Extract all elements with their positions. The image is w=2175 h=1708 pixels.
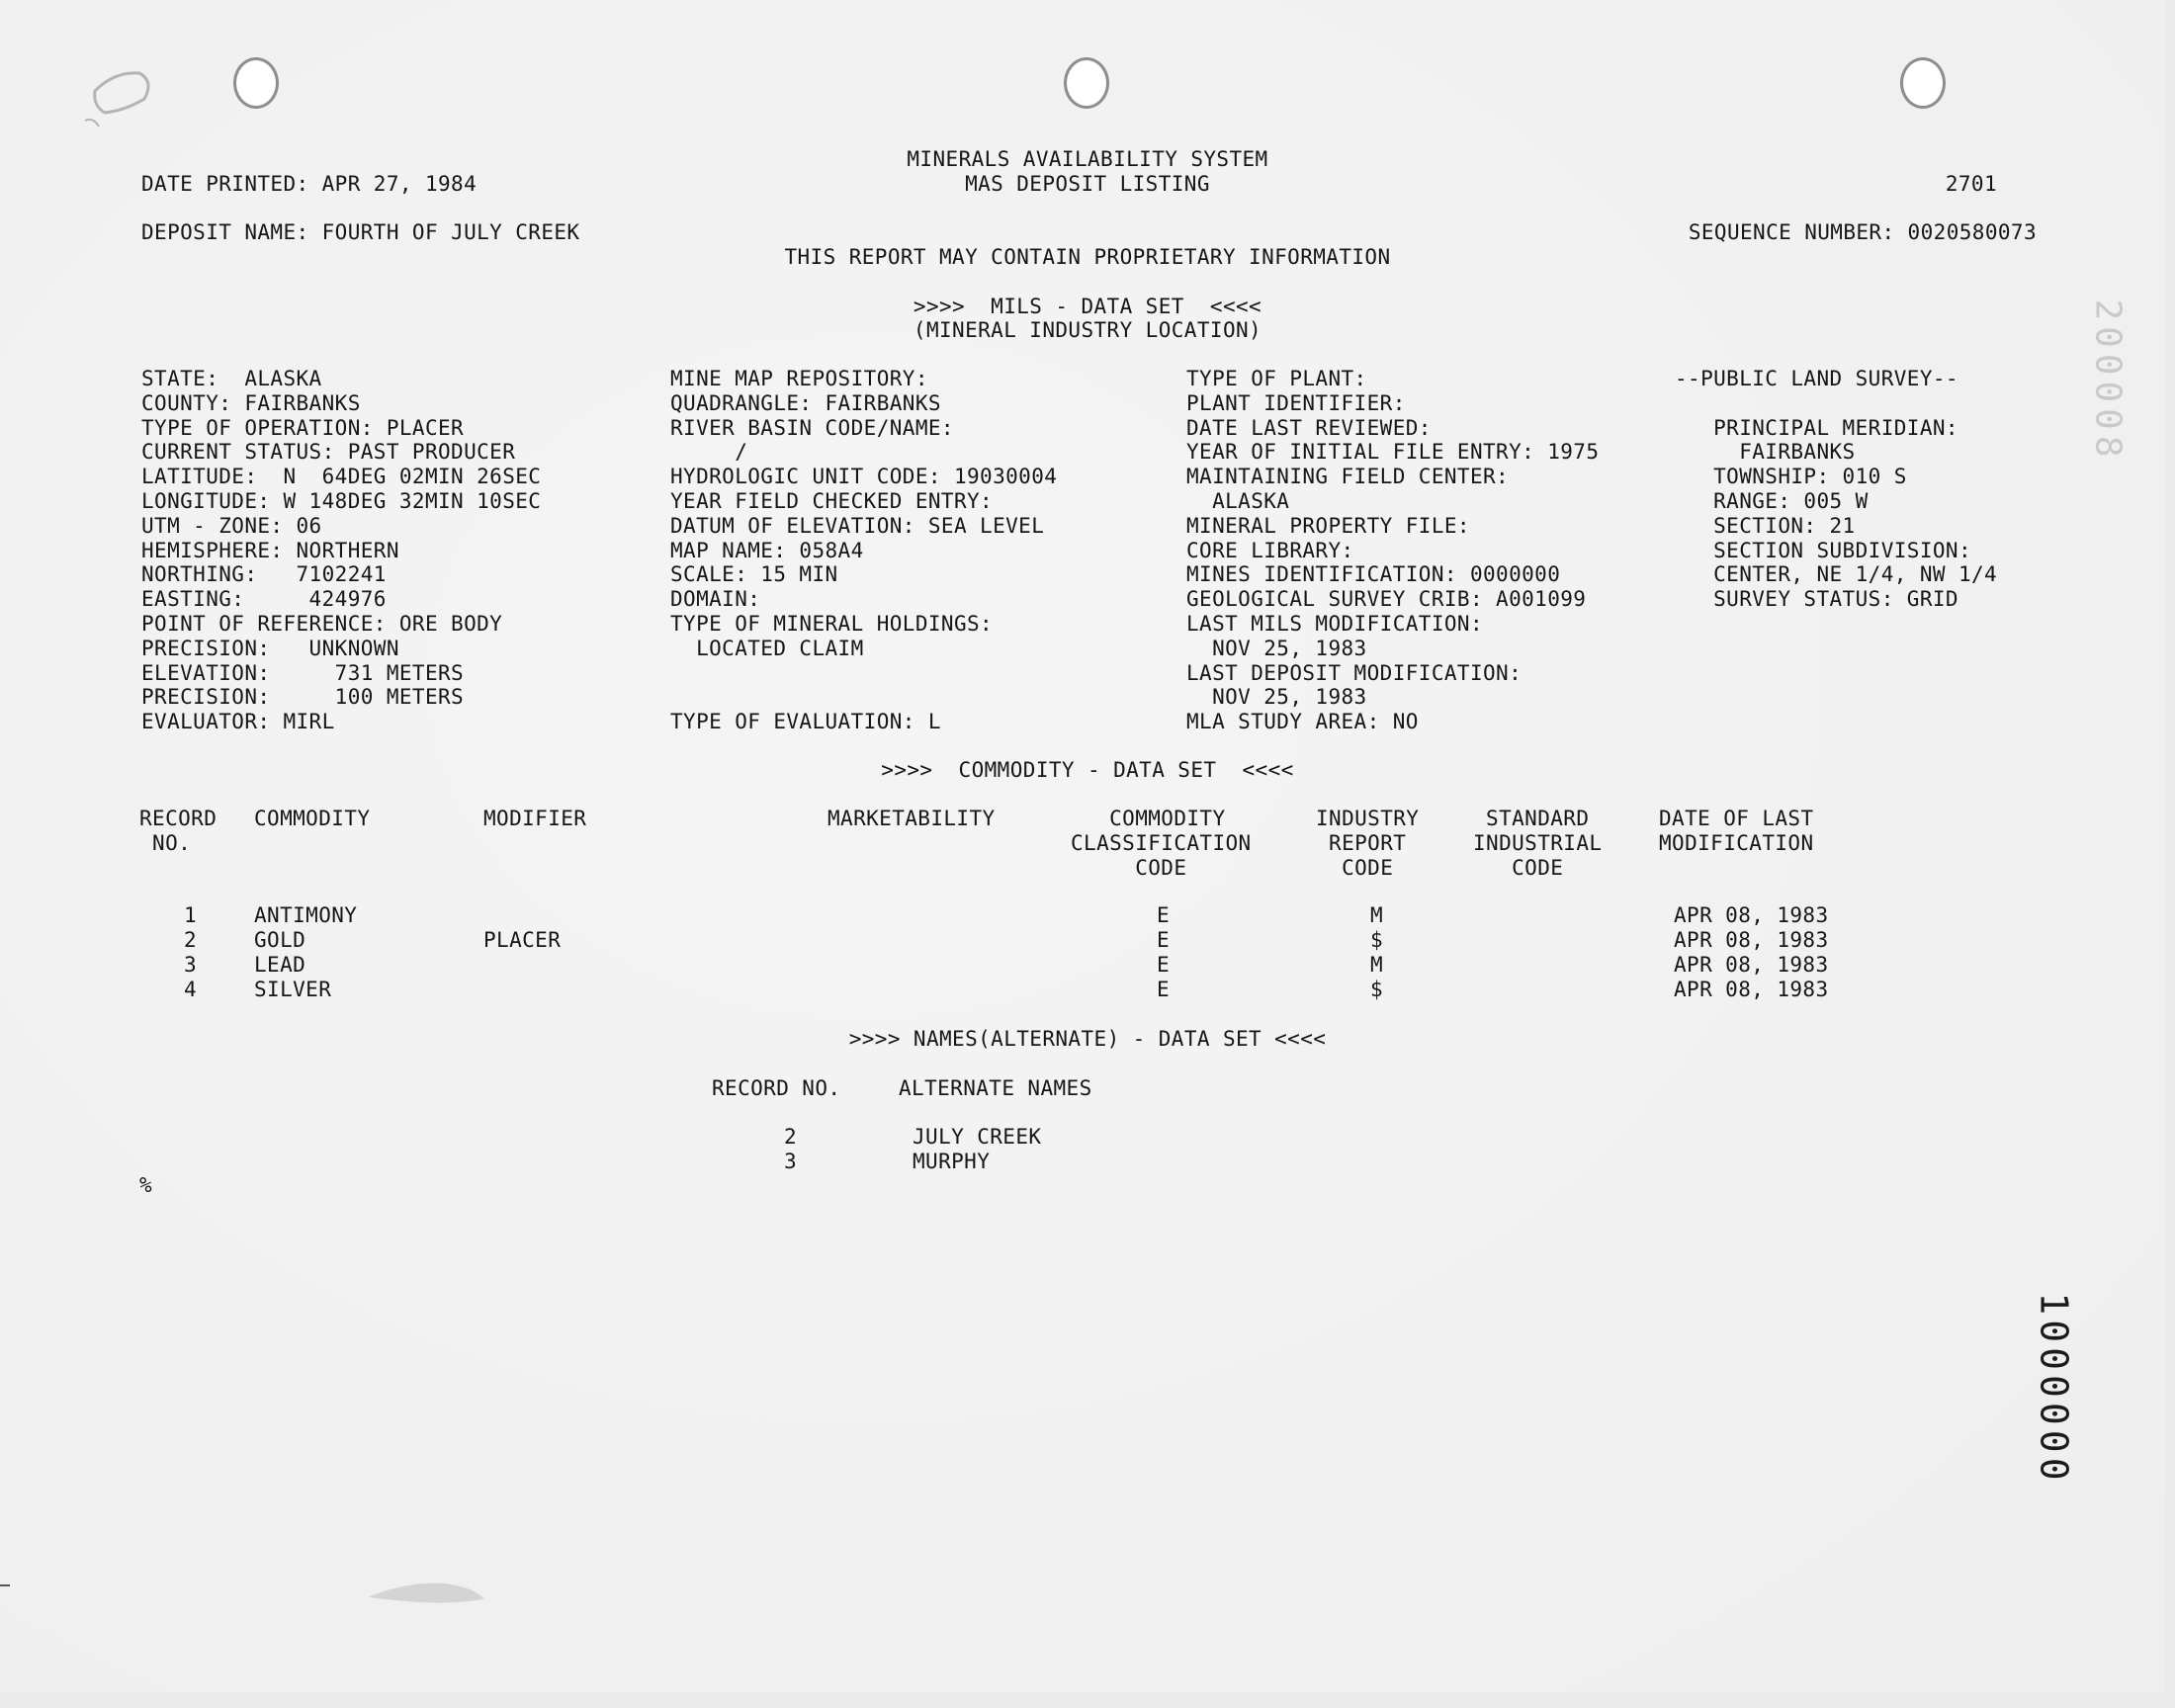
- commodity-heading: >>>> COMMODITY - DATA SET <<<<: [881, 758, 1294, 782]
- modification-date-cell: APR 08, 1983: [1674, 978, 1829, 1001]
- mils-plant-line: PLANT IDENTIFIER:: [1186, 390, 1406, 415]
- commodity-cell: ANTIMONY: [254, 903, 358, 927]
- punch-hole-right: [1900, 57, 1946, 109]
- mils-map-line: LOCATED CLAIM: [670, 636, 864, 660]
- industry-report-code-cell: $: [1370, 928, 1384, 952]
- mils-plant-line: MLA STUDY AREA: NO: [1186, 710, 1419, 734]
- mils-map-line: QUADRANGLE: FAIRBANKS: [670, 390, 941, 415]
- industry-report-code-cell: M: [1370, 953, 1384, 977]
- mils-location-line: ELEVATION: 731 METERS: [141, 660, 465, 685]
- modification-date-cell: APR 08, 1983: [1674, 928, 1829, 952]
- mils-heading: >>>> MILS - DATA SET <<<<: [913, 295, 1262, 318]
- mils-map-line: TYPE OF EVALUATION: L: [670, 710, 941, 734]
- faint-stamp-number: 200008: [2087, 298, 2129, 464]
- smudge-mark-bottom: [366, 1572, 494, 1611]
- header-marketability: MARKETABILITY: [827, 807, 996, 830]
- record-no-cell: 3: [184, 953, 198, 977]
- mils-plant-line: LAST MILS MODIFICATION:: [1186, 612, 1483, 636]
- industry-report-code-cell: $: [1370, 978, 1384, 1001]
- public-land-survey-line: TOWNSHIP: 010 S: [1675, 465, 1907, 489]
- public-land-survey-line: CENTER, NE 1/4, NW 1/4: [1675, 562, 1998, 587]
- public-land-survey-line: SECTION: 21: [1675, 513, 1856, 538]
- mils-plant-line: MINERAL PROPERTY FILE:: [1186, 513, 1470, 538]
- names-heading: >>>> NAMES(ALTERNATE) - DATA SET <<<<: [848, 1027, 1327, 1051]
- header-alternate-names: ALTERNATE NAMES: [899, 1076, 1092, 1100]
- public-land-survey-line: FAIRBANKS: [1675, 440, 1856, 465]
- mils-plant-line: NOV 25, 1983: [1186, 636, 1367, 660]
- mils-plant-line: MAINTAINING FIELD CENTER:: [1186, 465, 1510, 489]
- punch-hole-center: [1064, 57, 1109, 109]
- mils-plant-line: DATE LAST REVIEWED:: [1186, 415, 1432, 440]
- edge-tick: [0, 1584, 10, 1586]
- header-classification-code: COMMODITY CLASSIFICATION CODE: [1071, 807, 1252, 880]
- header-commodity: COMMODITY: [254, 807, 371, 830]
- mils-location-line: UTM - ZONE: 06: [141, 513, 322, 538]
- mils-location-line: COUNTY: FAIRBANKS: [141, 390, 361, 415]
- modification-date-cell: APR 08, 1983: [1674, 953, 1829, 977]
- page-number: 2701: [1945, 172, 1997, 196]
- mils-location-line: LONGITUDE: W 148DEG 32MIN 10SEC: [141, 489, 542, 513]
- mils-location-line: STATE: ALASKA: [141, 367, 322, 390]
- classification-code-cell: E: [1157, 903, 1171, 927]
- mils-location-line: HEMISPHERE: NORTHERN: [141, 538, 399, 562]
- proprietary-notice: THIS REPORT MAY CONTAIN PROPRIETARY INFORMATION: [784, 245, 1391, 269]
- alternate-name-cell: MURPHY: [913, 1150, 991, 1173]
- record-no-cell: 4: [184, 978, 198, 1001]
- commodity-cell: GOLD: [254, 928, 306, 952]
- mils-map-line: DOMAIN:: [670, 587, 761, 612]
- mils-subheading: (MINERAL INDUSTRY LOCATION): [913, 318, 1262, 342]
- classification-code-cell: E: [1157, 978, 1171, 1001]
- commodity-cell: LEAD: [254, 953, 306, 977]
- mils-plant-line: TYPE OF PLANT:: [1186, 367, 1367, 390]
- record-no-cell: 1: [184, 903, 198, 927]
- mils-plant-line: NOV 25, 1983: [1186, 685, 1367, 710]
- header-date-of-last-modification: DATE OF LAST MODIFICATION: [1659, 807, 1814, 855]
- modification-date-cell: APR 08, 1983: [1674, 903, 1829, 927]
- alternate-record-no-cell: 3: [784, 1150, 798, 1173]
- mils-map-line: TYPE OF MINERAL HOLDINGS:: [670, 612, 994, 636]
- mils-location-line: EASTING: 424976: [141, 587, 387, 612]
- mils-location-line: PRECISION: UNKNOWN: [141, 636, 399, 660]
- header-names-record-no: RECORD NO.: [712, 1076, 841, 1100]
- mils-map-line: /: [670, 440, 748, 465]
- header-modifier: MODIFIER: [483, 807, 587, 830]
- classification-code-cell: E: [1157, 953, 1171, 977]
- mils-plant-line: ALASKA: [1186, 489, 1290, 513]
- public-land-survey-line: RANGE: 005 W: [1675, 489, 1869, 513]
- header-record-no: RECORD NO.: [139, 807, 218, 855]
- alternate-name-cell: JULY CREEK: [913, 1125, 1042, 1149]
- mils-location-line: POINT OF REFERENCE: ORE BODY: [141, 612, 503, 636]
- mils-map-line: YEAR FIELD CHECKED ENTRY:: [670, 489, 994, 513]
- record-no-cell: 2: [184, 928, 198, 952]
- mils-map-line: SCALE: 15 MIN: [670, 562, 838, 587]
- mils-map-line: DATUM OF ELEVATION: SEA LEVEL: [670, 513, 1045, 538]
- mils-plant-line: GEOLOGICAL SURVEY CRIB: A001099: [1186, 587, 1587, 612]
- smudge-mark-top-left: [85, 51, 164, 140]
- mils-location-line: NORTHING: 7102241: [141, 562, 387, 587]
- classification-code-cell: E: [1157, 928, 1171, 952]
- header-industry-report-code: INDUSTRY REPORT CODE: [1316, 807, 1420, 880]
- alternate-record-no-cell: 2: [784, 1125, 798, 1149]
- date-printed: DATE PRINTED: APR 27, 1984: [141, 172, 478, 196]
- mils-location-line: CURRENT STATUS: PAST PRODUCER: [141, 440, 516, 465]
- mils-location-line: EVALUATOR: MIRL: [141, 710, 335, 734]
- mils-location-line: TYPE OF OPERATION: PLACER: [141, 415, 465, 440]
- mils-plant-line: LAST DEPOSIT MODIFICATION:: [1186, 660, 1522, 685]
- header-standard-industrial-code: STANDARD INDUSTRIAL CODE: [1473, 807, 1603, 880]
- mils-location-line: LATITUDE: N 64DEG 02MIN 26SEC: [141, 465, 542, 489]
- commodity-cell: SILVER: [254, 978, 332, 1001]
- listing-title: MAS DEPOSIT LISTING: [965, 172, 1210, 196]
- mils-plant-line: YEAR OF INITIAL FILE ENTRY: 1975: [1186, 440, 1600, 465]
- public-land-survey-line: PRINCIPAL MERIDIAN:: [1675, 415, 1958, 440]
- mils-plant-line: MINES IDENTIFICATION: 0000000: [1186, 562, 1561, 587]
- stamp-number: 1000000: [2033, 1292, 2076, 1486]
- public-land-survey-line: SECTION SUBDIVISION:: [1675, 538, 1971, 562]
- mils-location-line: PRECISION: 100 METERS: [141, 685, 465, 710]
- mils-map-line: MAP NAME: 058A4: [670, 538, 864, 562]
- mils-map-line: RIVER BASIN CODE/NAME:: [670, 415, 954, 440]
- sequence-number: SEQUENCE NUMBER: 0020580073: [1688, 220, 2037, 244]
- mils-map-line: MINE MAP REPOSITORY:: [670, 367, 928, 390]
- deposit-name: DEPOSIT NAME: FOURTH OF JULY CREEK: [141, 220, 580, 244]
- modifier-cell: PLACER: [483, 928, 562, 952]
- punch-hole-left: [233, 57, 279, 109]
- industry-report-code-cell: M: [1370, 903, 1384, 927]
- percent-mark: %: [139, 1173, 153, 1197]
- system-title: MINERALS AVAILABILITY SYSTEM: [907, 147, 1268, 171]
- public-land-survey-line: --PUBLIC LAND SURVEY--: [1675, 367, 1958, 390]
- mils-plant-line: CORE LIBRARY:: [1186, 538, 1354, 562]
- mils-map-line: HYDROLOGIC UNIT CODE: 19030004: [670, 465, 1058, 489]
- public-land-survey-line: SURVEY STATUS: GRID: [1675, 587, 1958, 612]
